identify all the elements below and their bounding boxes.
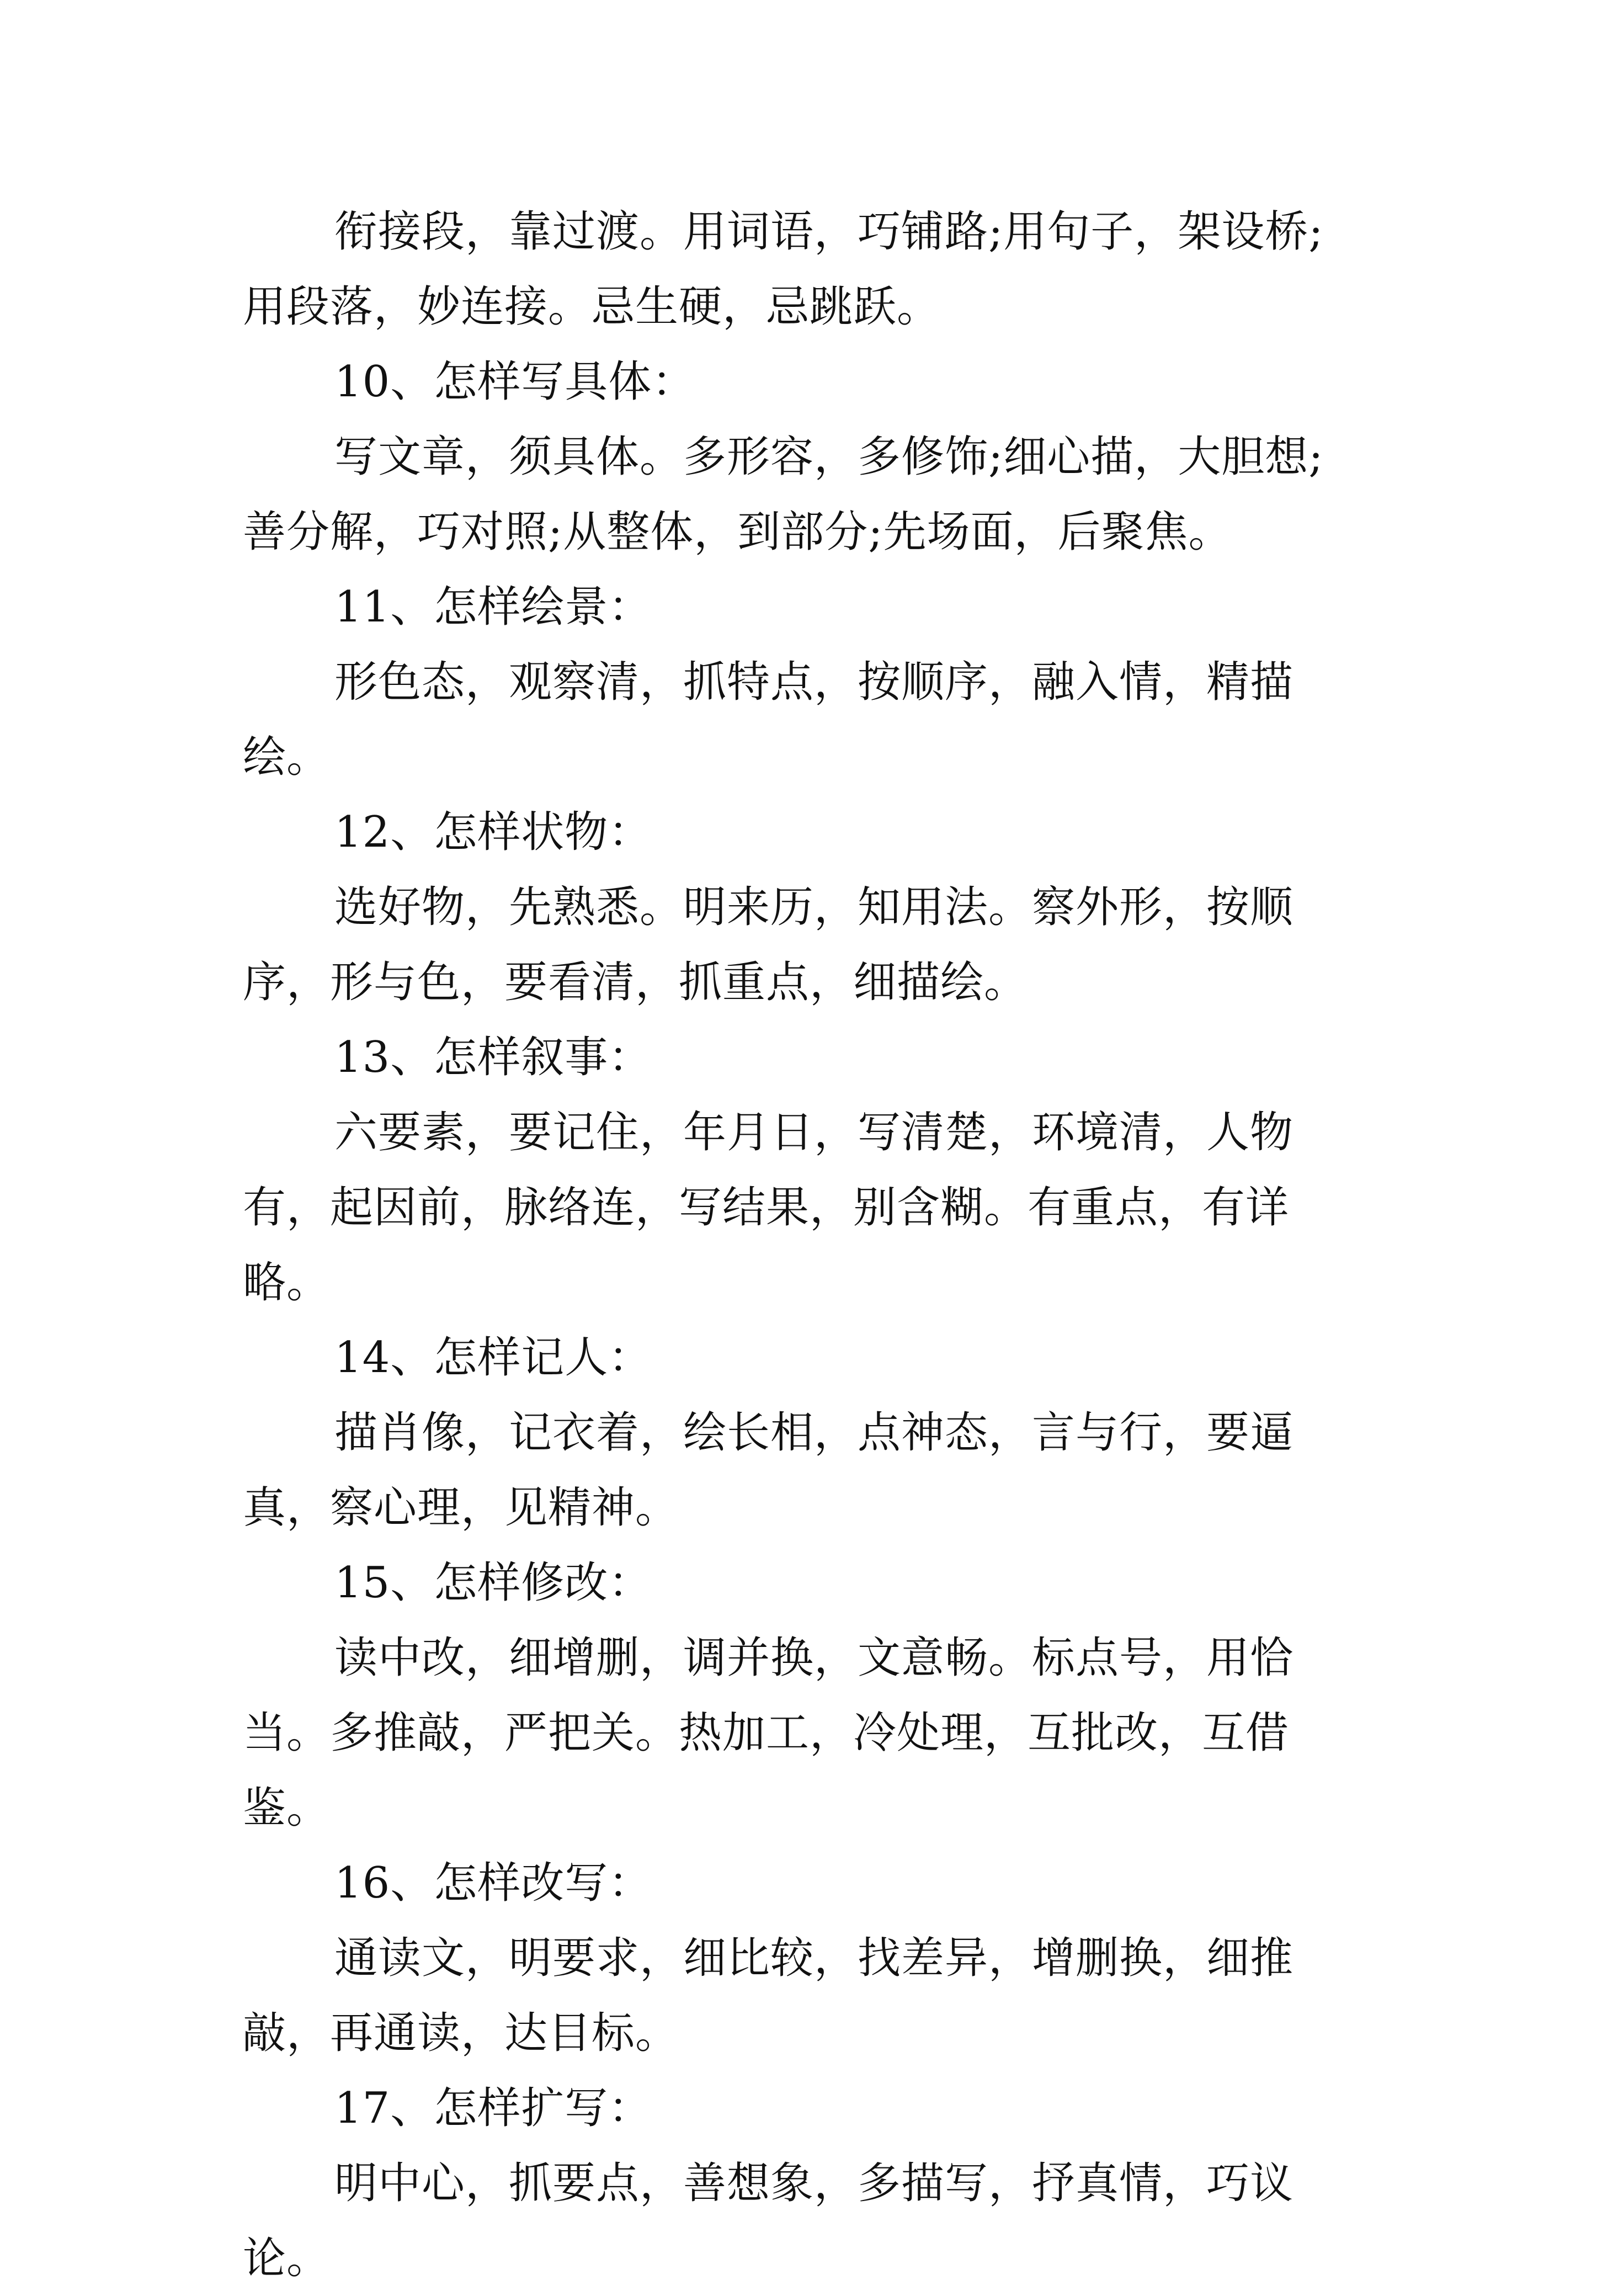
paragraph-11: 形色态，观察清，抓特点，按顺序，融入情，精描绘。 [243, 657, 1294, 782]
paragraph-17: 明中心，抓要点，善想象，多描写，抒真情，巧议论。 [243, 2159, 1294, 2283]
document-body [243, 194, 1358, 2296]
paragraph-10: 写文章，须具体。多形容，多修饰;细心描，大胆想;善分解，巧对照;从整体，到部分;先场面，后聚焦。 [243, 432, 1324, 557]
heading-16: 16、怎样改写： [334, 1858, 652, 1908]
heading-11: 11、怎样绘景： [334, 582, 652, 632]
heading-15: 15、怎样修改： [334, 1558, 652, 1608]
heading-14: 14、怎样记人： [334, 1333, 652, 1383]
heading-12: 12、怎样状物： [334, 807, 652, 857]
paragraph-transition: 衔接段，靠过渡。用词语，巧铺路;用句子，架设桥;用段落，妙连接。忌生硬，忌跳跃。 [243, 207, 1324, 332]
paragraph-13: 六要素，要记住，年月日，写清楚，环境清，人物有，起因前，脉络连，写结果，别含糊。有重点，有详略。 [243, 1108, 1294, 1308]
paragraph-16: 通读文，明要求，细比较，找差异，增删换，细推敲，再通读，达目标。 [243, 1933, 1294, 2058]
heading-13: 13、怎样叙事： [334, 1033, 652, 1082]
paragraph-15: 读中改，细增删，调并换，文意畅。标点号，用恰当。多推敲，严把关。热加工，冷处理，互批改，互借鉴。 [243, 1633, 1294, 1833]
paragraph-14: 描肖像，记衣着，绘长相，点神态，言与行，要逼真，察心理，见精神。 [243, 1408, 1294, 1533]
heading-17: 17、怎样扩写： [334, 2084, 652, 2133]
paragraph-12: 选好物，先熟悉。明来历，知用法。察外形，按顺序，形与色，要看清，抓重点，细描绘。 [243, 883, 1294, 1007]
heading-10: 10、怎样写具体： [334, 357, 696, 407]
